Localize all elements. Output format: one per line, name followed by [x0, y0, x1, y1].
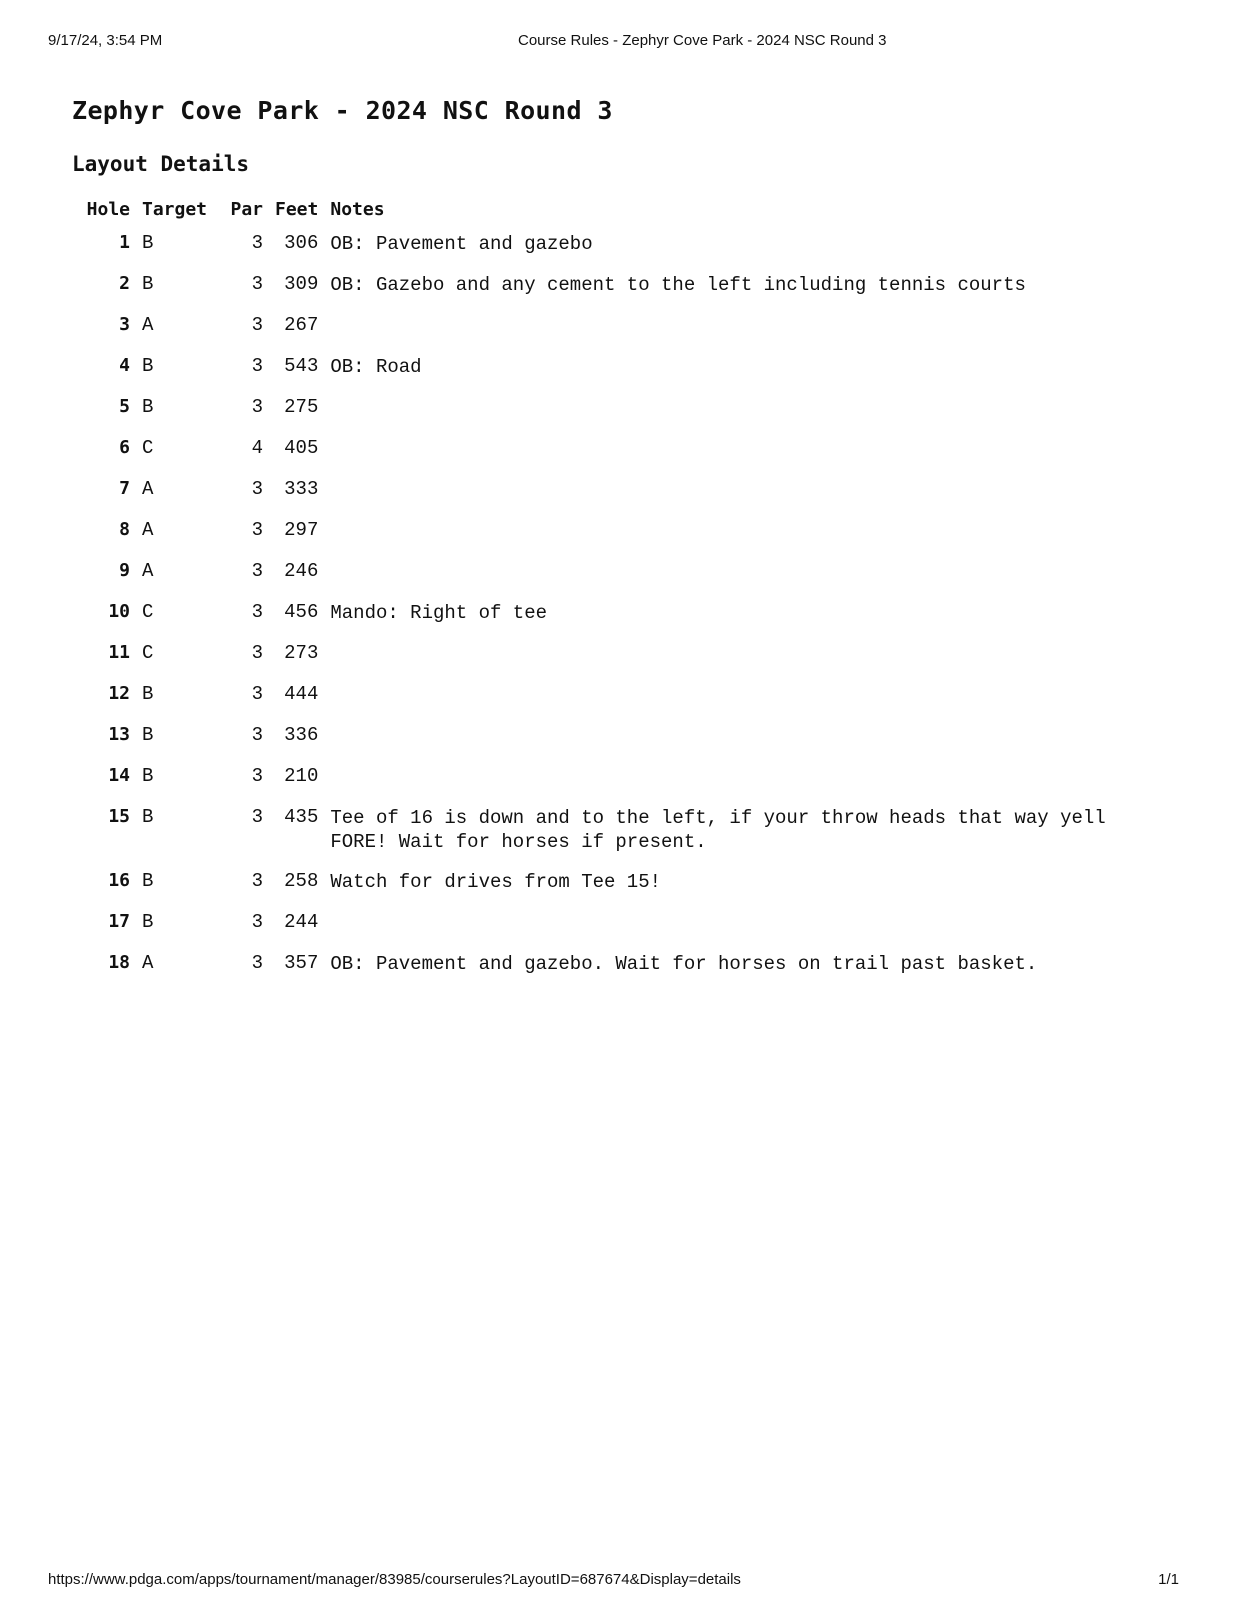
- table-row: [74, 435, 1116, 476]
- table-row: [74, 312, 1116, 353]
- print-url: https://www.pdga.com/apps/tournament/manager/83985/courserules?LayoutID=687674&Display=details: [48, 1571, 741, 1588]
- target-cell: B: [142, 232, 154, 254]
- target-cell: C: [142, 601, 154, 623]
- layout-details-table: [74, 198, 1116, 991]
- section-title: Layout Details: [72, 152, 250, 176]
- print-doc-title: Course Rules - Zephyr Cove Park - 2024 NSC Round 3: [518, 32, 887, 49]
- target-cell: A: [142, 519, 154, 541]
- table-row: [74, 271, 1116, 312]
- par-cell: 3: [251, 396, 263, 418]
- table-row: [74, 517, 1116, 558]
- par-cell: 3: [251, 273, 263, 295]
- notes-cell: [324, 394, 1116, 435]
- par-cell: 3: [251, 806, 263, 828]
- hole-cell: 17: [108, 911, 130, 932]
- par-cell: 3: [251, 478, 263, 500]
- target-cell: B: [142, 806, 154, 828]
- notes-cell: OB: Road: [330, 356, 422, 378]
- target-cell: B: [142, 683, 154, 705]
- notes-cell: OB: Pavement and gazebo. Wait for horses on trail past basket.: [330, 953, 1038, 975]
- target-cell: B: [142, 724, 154, 746]
- feet-cell: 543: [284, 355, 319, 377]
- table-body: [74, 230, 1116, 991]
- target-cell: A: [142, 478, 154, 500]
- table-row: [74, 394, 1116, 435]
- feet-cell: 309: [284, 273, 319, 295]
- print-header: [48, 32, 1179, 52]
- hole-cell: 2: [119, 273, 130, 294]
- notes-cell: [324, 435, 1116, 476]
- table-row: [74, 681, 1116, 722]
- feet-cell: 435: [284, 806, 319, 828]
- hole-cell: 4: [119, 355, 130, 376]
- notes-cell: OB: Pavement and gazebo: [330, 233, 593, 255]
- feet-cell: 336: [284, 724, 319, 746]
- par-cell: 3: [251, 952, 263, 974]
- par-cell: 3: [251, 601, 263, 623]
- target-cell: B: [142, 870, 154, 892]
- par-cell: 3: [251, 765, 263, 787]
- table-row: [74, 868, 1116, 909]
- table-row: [74, 558, 1116, 599]
- target-cell: B: [142, 273, 154, 295]
- hole-cell: 14: [108, 765, 130, 786]
- target-cell: A: [142, 560, 154, 582]
- hole-cell: 3: [119, 314, 130, 335]
- par-cell: 3: [251, 355, 263, 377]
- table-header-row: [74, 198, 1116, 230]
- par-cell: 3: [251, 314, 263, 336]
- hole-cell: 7: [119, 478, 130, 499]
- hole-cell: 11: [108, 642, 130, 663]
- par-cell: 3: [251, 870, 263, 892]
- feet-cell: 306: [284, 232, 319, 254]
- hole-cell: 15: [108, 806, 130, 827]
- table-row: [74, 763, 1116, 804]
- hole-cell: 5: [119, 396, 130, 417]
- target-cell: B: [142, 765, 154, 787]
- target-cell: C: [142, 437, 154, 459]
- feet-cell: 405: [284, 437, 319, 459]
- feet-cell: 246: [284, 560, 319, 582]
- target-cell: B: [142, 355, 154, 377]
- feet-cell: 275: [284, 396, 319, 418]
- print-datetime: 9/17/24, 3:54 PM: [48, 32, 163, 49]
- table-row: [74, 599, 1116, 640]
- feet-cell: 333: [284, 478, 319, 500]
- notes-cell: Mando: Right of tee: [330, 602, 547, 624]
- table-row: [74, 909, 1116, 950]
- hole-cell: 10: [108, 601, 130, 622]
- header-feet: Feet: [275, 198, 319, 220]
- hole-cell: 9: [119, 560, 130, 581]
- feet-cell: 273: [284, 642, 319, 664]
- par-cell: 3: [251, 724, 263, 746]
- hole-cell: 16: [108, 870, 130, 891]
- target-cell: C: [142, 642, 154, 664]
- hole-cell: 1: [119, 232, 130, 253]
- feet-cell: 258: [284, 870, 319, 892]
- header-hole: Hole: [86, 198, 130, 220]
- table-row: [74, 476, 1116, 517]
- feet-cell: 267: [284, 314, 319, 336]
- print-page-count: 1/1: [1158, 1571, 1179, 1588]
- target-cell: A: [142, 952, 154, 974]
- feet-cell: 297: [284, 519, 319, 541]
- notes-cell: [324, 476, 1116, 517]
- header-target: Target: [142, 198, 208, 220]
- feet-cell: 244: [284, 911, 319, 933]
- table-row: [74, 722, 1116, 763]
- target-cell: A: [142, 314, 154, 336]
- target-cell: B: [142, 396, 154, 418]
- table-row: [74, 353, 1116, 394]
- hole-cell: 12: [108, 683, 130, 704]
- feet-cell: 444: [284, 683, 319, 705]
- notes-cell: Watch for drives from Tee 15!: [330, 871, 662, 893]
- target-cell: B: [142, 911, 154, 933]
- notes-cell: [324, 909, 1116, 950]
- notes-cell: [324, 722, 1116, 763]
- par-cell: 3: [251, 911, 263, 933]
- print-footer: [48, 1571, 1179, 1591]
- feet-cell: 456: [284, 601, 319, 623]
- notes-cell: Tee of 16 is down and to the left, if your throw heads that way yell FORE! Wait for horses if present.: [330, 807, 1106, 853]
- hole-cell: 13: [108, 724, 130, 745]
- par-cell: 3: [251, 683, 263, 705]
- feet-cell: 357: [284, 952, 319, 974]
- notes-cell: OB: Gazebo and any cement to the left including tennis courts: [330, 274, 1026, 296]
- par-cell: 3: [251, 232, 263, 254]
- header-notes: Notes: [330, 198, 385, 220]
- table-row: [74, 950, 1116, 991]
- page-title: Zephyr Cove Park - 2024 NSC Round 3: [72, 96, 613, 125]
- notes-cell: [324, 681, 1116, 722]
- notes-cell: [324, 517, 1116, 558]
- par-cell: 3: [251, 560, 263, 582]
- table-row: [74, 230, 1116, 271]
- hole-cell: 8: [119, 519, 130, 540]
- header-par: Par: [230, 198, 263, 220]
- table-row: [74, 640, 1116, 681]
- notes-cell: [324, 312, 1116, 353]
- feet-cell: 210: [284, 765, 319, 787]
- par-cell: 4: [251, 437, 263, 459]
- par-cell: 3: [251, 519, 263, 541]
- table-row: [74, 804, 1116, 868]
- par-cell: 3: [251, 642, 263, 664]
- notes-cell: [324, 558, 1116, 599]
- notes-cell: [324, 763, 1116, 804]
- notes-cell: [324, 640, 1116, 681]
- hole-cell: 6: [119, 437, 130, 458]
- hole-cell: 18: [108, 952, 130, 973]
